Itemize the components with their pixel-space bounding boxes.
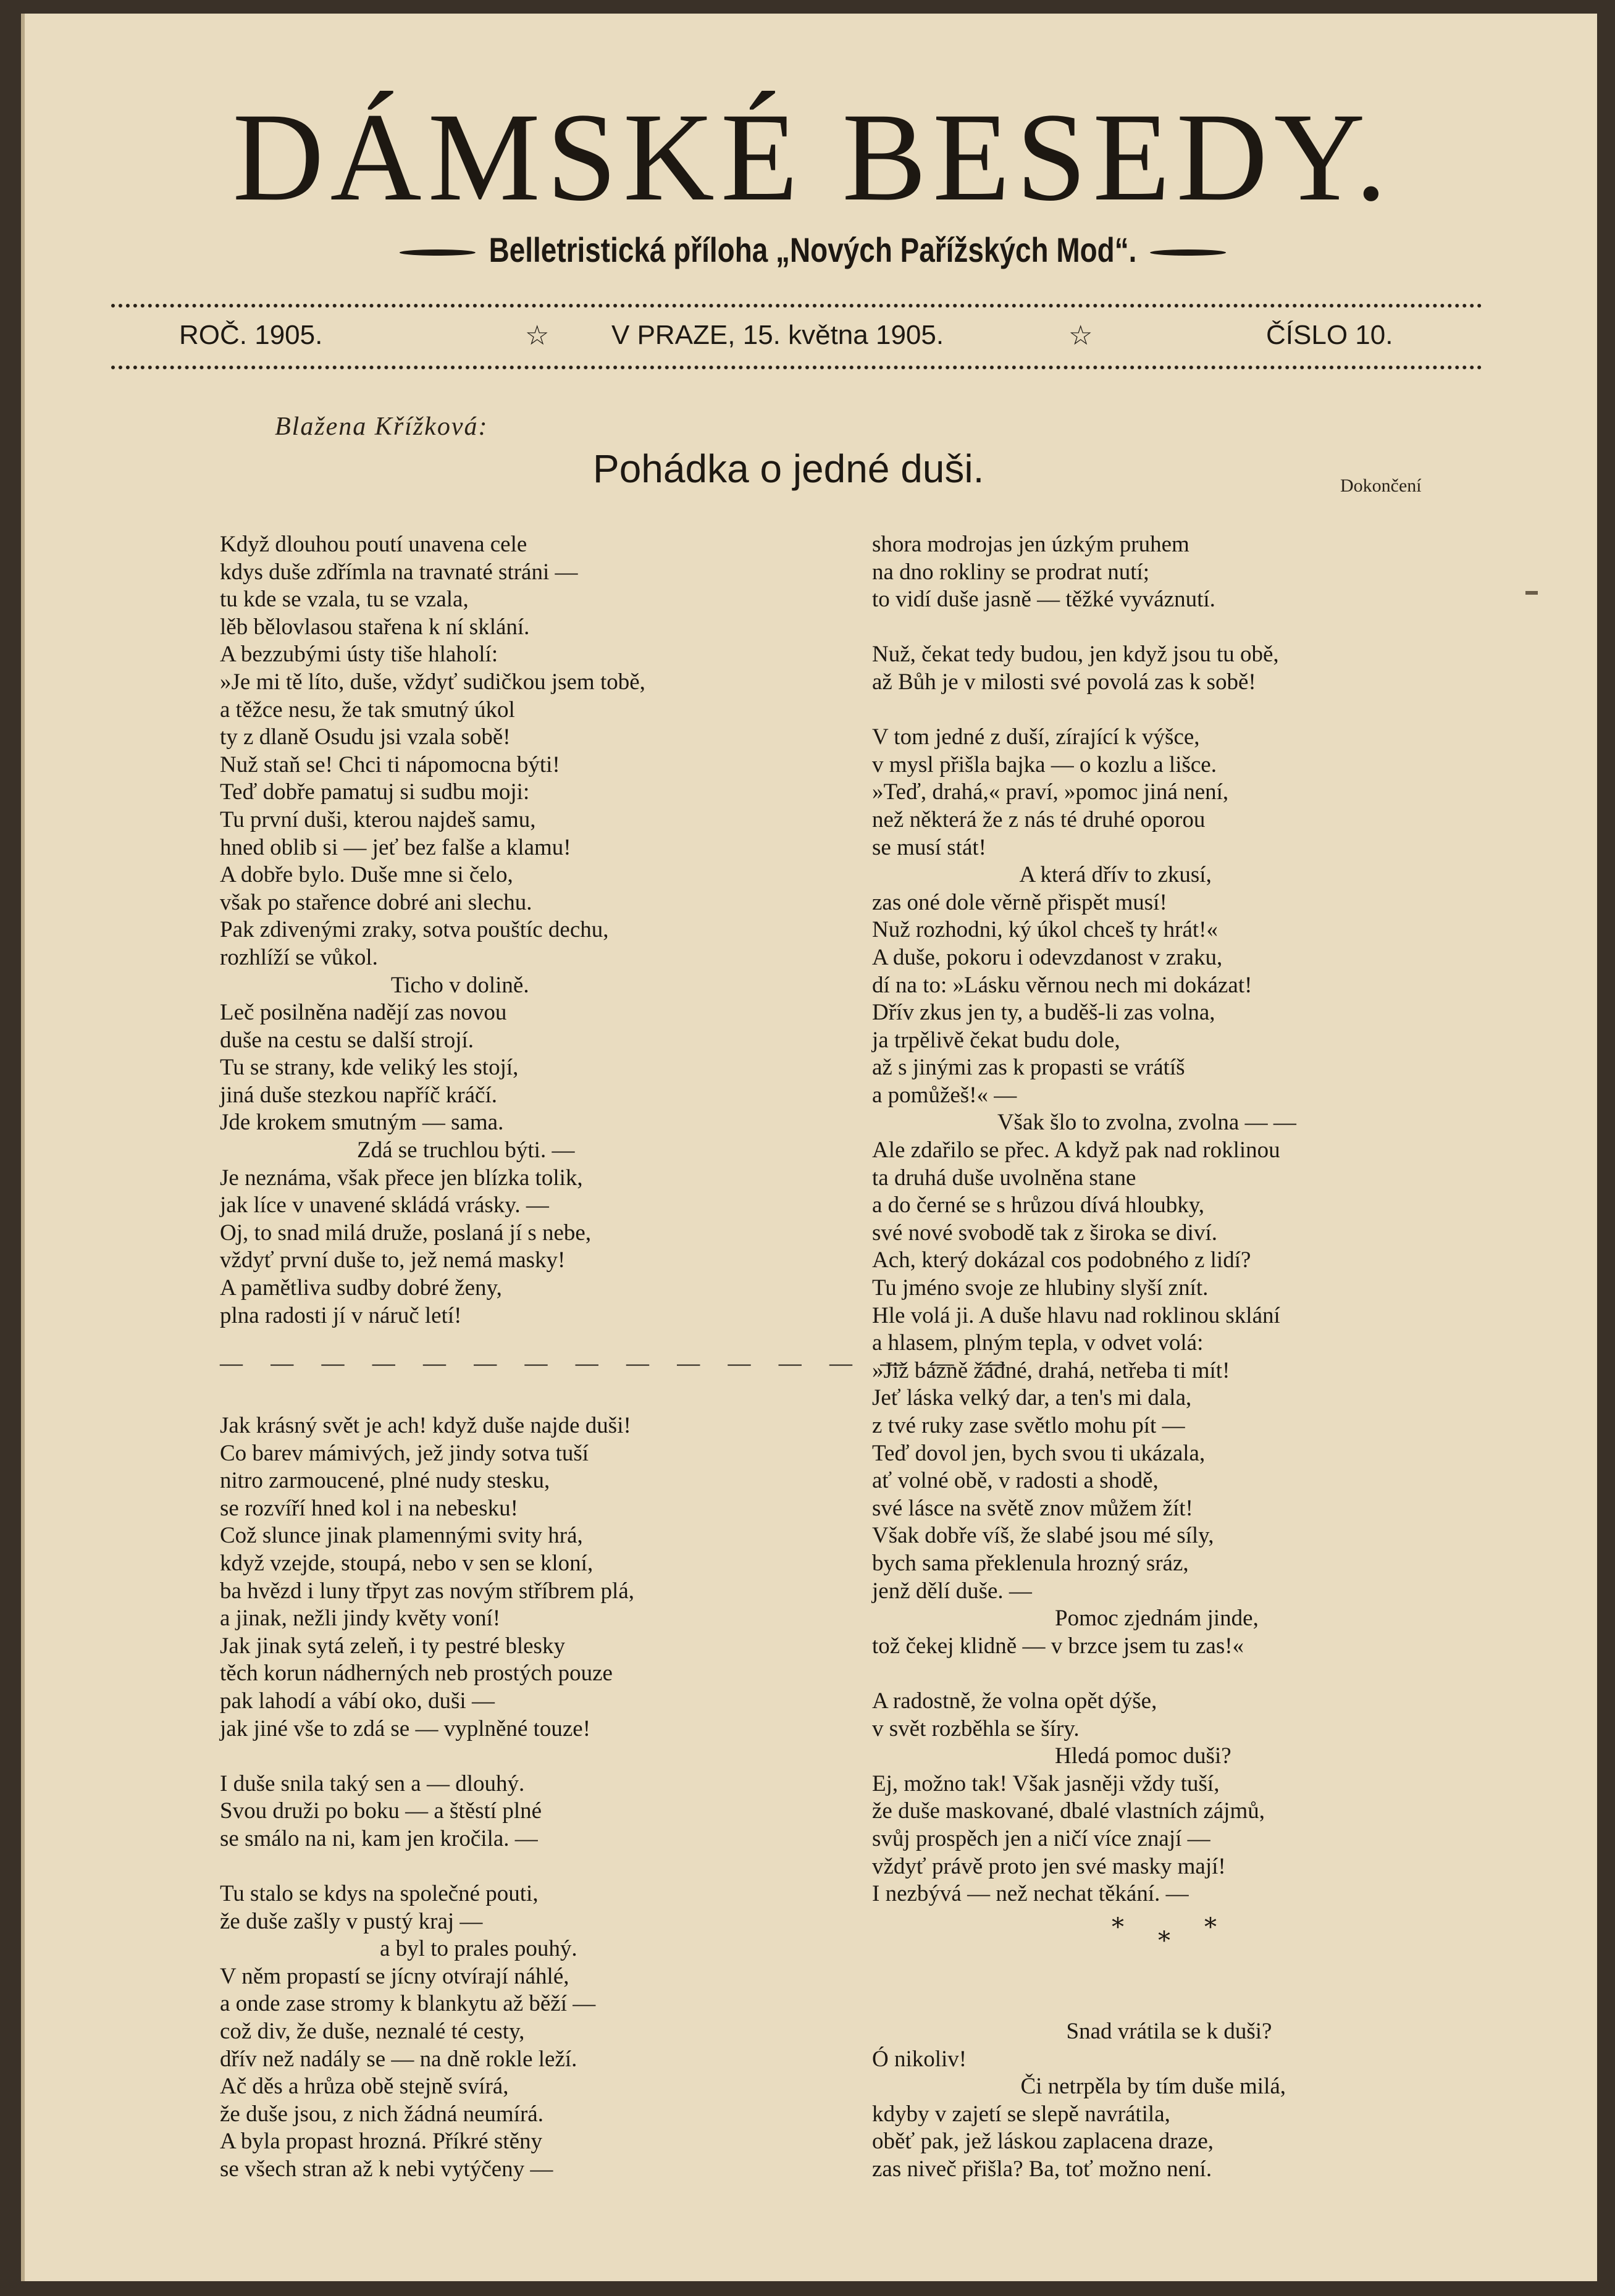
article-author: Blažena Křížková: (275, 413, 489, 441)
margin-mark (1525, 591, 1538, 595)
verse-line: vždyť právě proto jen své masky mají! (872, 1853, 1226, 1879)
verse-line: však po stařence dobré ani slechu. (220, 889, 532, 915)
verse-line: těch korun nádherných neb prostých pouze (220, 1661, 613, 1686)
verse-line: tu kde se vzala, tu se vzala, (220, 587, 469, 613)
verse-line: rozhlíží se vůkol. (220, 944, 378, 970)
star-ornament-icon: ☆ (1068, 321, 1093, 351)
volume-year: ROČ. 1905. (179, 320, 323, 350)
verse-line: A dobře bylo. Duše mne si čelo, (220, 862, 513, 888)
verse-line: se všech stran až k nebi vytýčeny — (220, 2156, 553, 2182)
verse-line: než některá že z nás té druhé oporou (872, 807, 1206, 832)
verse-line: se smálo na ni, kam jen kročila. — (220, 1825, 538, 1851)
verse-line: ty z dlaně Osudu jsi vzala sobě! (220, 724, 511, 750)
verse-line: Ticho v dolině. (220, 972, 529, 998)
verse-line: V něm propastí se jícny otvírají náhlé, (220, 1963, 569, 1989)
verse-line: z tvé ruky zase světlo mohu pít — (872, 1413, 1185, 1438)
verse-line: ja trpělivě čekat budu dole, (872, 1027, 1120, 1053)
verse-line: Pak zdivenými zraky, sotva pouštíc dechu, (220, 917, 609, 943)
verse-line: v svět rozběhla se šíry. (872, 1716, 1080, 1741)
verse-line: že duše maskované, dbalé vlastních zájmů, (872, 1798, 1265, 1824)
verse-line: se musí stát! (872, 834, 986, 860)
verse-line: A pamětliva sudby dobré ženy, (220, 1275, 502, 1301)
verse-line: Teď dobře pamatuj si sudbu moji: (220, 779, 530, 805)
verse-line: Leč posilněna nadějí zas novou (220, 1000, 507, 1026)
asterisk-icon: * (1204, 1913, 1217, 1942)
verse-line: ba hvězd i luny třpyt zas novým stříbrem plá, (220, 1578, 634, 1604)
verse-line: Ač děs a hrůza obě stejně svírá, (220, 2074, 509, 2100)
verse-line: I nezbývá — než nechat těkání. — (872, 1881, 1189, 1907)
verse-line: nitro zarmoucené, plné nudy stesku, (220, 1468, 550, 1494)
verse-line: jenž dělí duše. — (872, 1578, 1032, 1604)
verse-line: I duše snila taký sen a — dlouhý. (220, 1770, 525, 1796)
verse-line (220, 1743, 800, 1770)
verse-line: a jinak, nežli jindy květy voní! (220, 1606, 501, 1632)
verse-line: »Teď, drahá,« praví, »pomoc jiná není, (872, 779, 1229, 805)
verse-line: plna radosti jí v náruč letí! (220, 1302, 462, 1328)
verse-line: Tu první duši, kterou najdeš samu, (220, 807, 536, 832)
verse-line: A duše, pokoru i odevzdanost v zraku, (872, 944, 1223, 970)
verse-line: bych sama překlenula hrozný sráz, (872, 1550, 1189, 1576)
verse-line: Což slunce jinak plamennými svity hrá, (220, 1523, 583, 1549)
verse-line: »Je mi tě líto, duše, vždyť sudičkou jsem tobě, (220, 669, 645, 695)
verse-line: to vidí duše jasně — těžké vyváznutí. (872, 587, 1215, 613)
verse-line: kdys duše zdřímla na travnaté stráni — (220, 559, 578, 585)
verse-line: Zdá se truchlou býti. — (220, 1138, 575, 1163)
verse-line: Ach, který dokázal cos podobného z lidí? (872, 1247, 1251, 1273)
verse-line: Nuž, čekat tedy budou, jen když jsou tu obě, (872, 642, 1279, 668)
verse-line: Tu jméno svoje ze hlubiny slyší znít. (872, 1275, 1209, 1301)
verse-line: až Bůh je v milosti své povolá zas k sobě! (872, 669, 1256, 695)
verse-line: jak líce v unavené skládá vrásky. — (220, 1192, 549, 1218)
verse-line (220, 1853, 800, 1881)
verse-line: Oj, to snad milá druže, poslaná jí s nebe, (220, 1220, 592, 1246)
verse-line (872, 1660, 1428, 1688)
verse-line: že duše jsou, z nich žádná neumírá. (220, 2101, 543, 2127)
verse-line (872, 1963, 1428, 1991)
verse-line: kdyby v zajetí se slepě navrátila, (872, 2101, 1170, 2127)
continued-note: Dokončení (1340, 476, 1422, 496)
verse-line: Však dobře víš, že slabé jsou mé síly, (872, 1523, 1214, 1549)
verse-line: a do černé se s hrůzou dívá hloubky, (872, 1192, 1205, 1218)
verse-line: Však šlo to zvolna, zvolna — — (872, 1110, 1296, 1136)
verse-line: a byl to prales pouhý. (220, 1936, 577, 1962)
verse-line: vždyť první duše to, jež nemá masky! (220, 1247, 566, 1273)
verse-line: Tu stalo se kdys na společné pouti, (220, 1881, 539, 1907)
verse-line: své nové svobodě tak z široka se diví. (872, 1220, 1217, 1246)
verse-line: Ó nikoliv! (872, 2046, 967, 2072)
verse-line: Dřív zkus jen ty, a buděš-li zas volna, (872, 1000, 1215, 1026)
issue-info-row (179, 320, 1427, 357)
verse-line: A radostně, že volna opět dýše, (872, 1688, 1157, 1714)
verse-line: A která dřív to zkusí, (872, 862, 1212, 888)
verse-line: Když dlouhou poutí unavena cele (220, 532, 527, 557)
verse-line: Hledá pomoc duši? (872, 1743, 1231, 1769)
star-ornament-icon: ☆ (525, 321, 550, 351)
dotted-rule-top (111, 304, 1482, 308)
verse-line: a hlasem, plným tepla, v odvet volá: (872, 1330, 1204, 1356)
verse-line: ať volné obě, v radosti a shodě, (872, 1468, 1159, 1494)
verse-line: hned oblib si — jeť bez falše a klamu! (220, 834, 571, 860)
verse-line: Svou druži po boku — a štěstí plné (220, 1798, 542, 1824)
verse-line: V tom jedné z duší, zírající k výšce, (872, 724, 1200, 750)
verse-line: A byla propast hrozná. Příkré stěny (220, 2129, 542, 2155)
verse-line (220, 1385, 800, 1412)
issue-number: ČÍSLO 10. (1266, 320, 1393, 350)
verse-line: Co barev mámivých, jež jindy sotva tuší (220, 1440, 589, 1466)
right-swash-ornament (1150, 249, 1226, 256)
verse-line: a pomůžeš!« — (872, 1082, 1017, 1108)
verse-line: Ej, možno tak! Však jasněji vždy tuší, (872, 1770, 1220, 1796)
verse-line: Nuž rozhodni, ký úkol chceš ty hrát!« (872, 917, 1218, 943)
verse-line: Snad vrátila se k duši? (872, 2019, 1272, 2045)
verse-line: ta druhá duše uvolněna stane (872, 1165, 1136, 1191)
masthead-subtitle (167, 230, 1459, 270)
verse-line: Jak krásný svět je ach! když duše najde duši! (220, 1413, 631, 1438)
verse-line: Jak jinak sytá zeleň, i ty pestré blesky (220, 1633, 565, 1659)
verse-line: shora modrojas jen úzkým pruhem (872, 532, 1189, 557)
dash-separator: — — — — — — — — — — — — — — — — (220, 1351, 1016, 1376)
verse-line: pak lahodí a vábí oko, duši — (220, 1688, 495, 1714)
article-title: Pohádka o jedné duši. (593, 446, 984, 491)
verse-line: duše na cestu se další strojí. (220, 1027, 474, 1053)
asterisk-icon: * (1158, 1927, 1170, 1955)
verse-line: když vzejde, stoupá, nebo v sen se kloní, (220, 1550, 594, 1576)
verse-line: dřív než nadály se — na dně rokle leží. (220, 2046, 577, 2072)
dotted-rule-bottom (111, 366, 1482, 369)
verse-line: se rozvíří hned kol i na nebesku! (220, 1495, 518, 1521)
masthead-title: DÁMSKÉ BESEDY. (232, 87, 1393, 227)
asterisk-icon: * (1112, 1913, 1124, 1942)
asterism (1099, 1913, 1248, 1963)
place-date: V PRAZE, 15. května 1905. (611, 320, 944, 350)
verse-line: tož čekej klidně — v brzce jsem tu zas!« (872, 1633, 1244, 1659)
verse-line: což div, že duše, neznalé té cesty, (220, 2019, 525, 2045)
verse-line: v mysl přišla bajka — o kozlu a lišce. (872, 752, 1217, 777)
verse-line: že duše zašly v pustý kraj — (220, 1908, 483, 1934)
newspaper-page (21, 14, 1597, 2281)
verse-line: lěb bělovlasou stařena k ní sklání. (220, 614, 530, 640)
verse-line: až s jinými zas k propasti se vrátíš (872, 1055, 1185, 1081)
verse-line: jak jiné vše to zdá se — vyplněné touze! (220, 1716, 591, 1741)
verse-line: Jde krokem smutným — sama. (220, 1110, 504, 1136)
verse-line: Ale zdařilo se přec. A když pak nad roklinou (872, 1138, 1280, 1163)
verse-line: oběť pak, jež láskou zaplacena draze, (872, 2129, 1214, 2155)
subtitle-text: Belletristická příloha „Nových Pařížských Mod“. (489, 230, 1137, 269)
verse-line (872, 1990, 1428, 2018)
verse-line: na dno rokliny se prodrat nutí; (872, 559, 1150, 585)
verse-line: A bezzubými ústy tiše hlaholí: (220, 642, 498, 668)
verse-line: svůj prospěch jen a ničí více znají — (872, 1825, 1210, 1851)
left-swash-ornament (400, 249, 476, 256)
verse-line: Či netrpěla by tím duše milá, (872, 2074, 1286, 2100)
verse-line: Jeť láska velký dar, a ten's mi dala, (872, 1385, 1192, 1411)
verse-line: Tu se strany, kde veliký les stojí, (220, 1055, 519, 1081)
verse-line (872, 697, 1428, 724)
verse-line: a onde zase stromy k blankytu až běží — (220, 1991, 596, 2017)
verse-line: zas niveč přišla? Ba, toť možno není. (872, 2156, 1212, 2182)
verse-line (872, 614, 1428, 642)
verse-line: Je neznáma, však přece jen blízka tolik, (220, 1165, 583, 1191)
verse-line: Pomoc zjednám jinde, (872, 1606, 1259, 1632)
verse-line: a těžce nesu, že tak smutný úkol (220, 697, 515, 723)
verse-line: zas oné dole věrně přispět musí! (872, 889, 1167, 915)
verse-line: své lásce na světě znov můžem žít! (872, 1495, 1193, 1521)
verse-line: jiná duše stezkou napříč kráčí. (220, 1082, 497, 1108)
verse-line: »Již bázně žádné, drahá, netřeba ti mít! (872, 1357, 1230, 1383)
verse-line: Teď dovol jen, bych svou ti ukázala, (872, 1440, 1206, 1466)
verse-line: Hle volá ji. A duše hlavu nad roklinou sklání (872, 1302, 1280, 1328)
verse-line: Nuž staň se! Chci ti nápomocna býti! (220, 752, 560, 777)
verse-line: dí na to: »Lásku věrnou nech mi dokázat! (872, 972, 1252, 998)
